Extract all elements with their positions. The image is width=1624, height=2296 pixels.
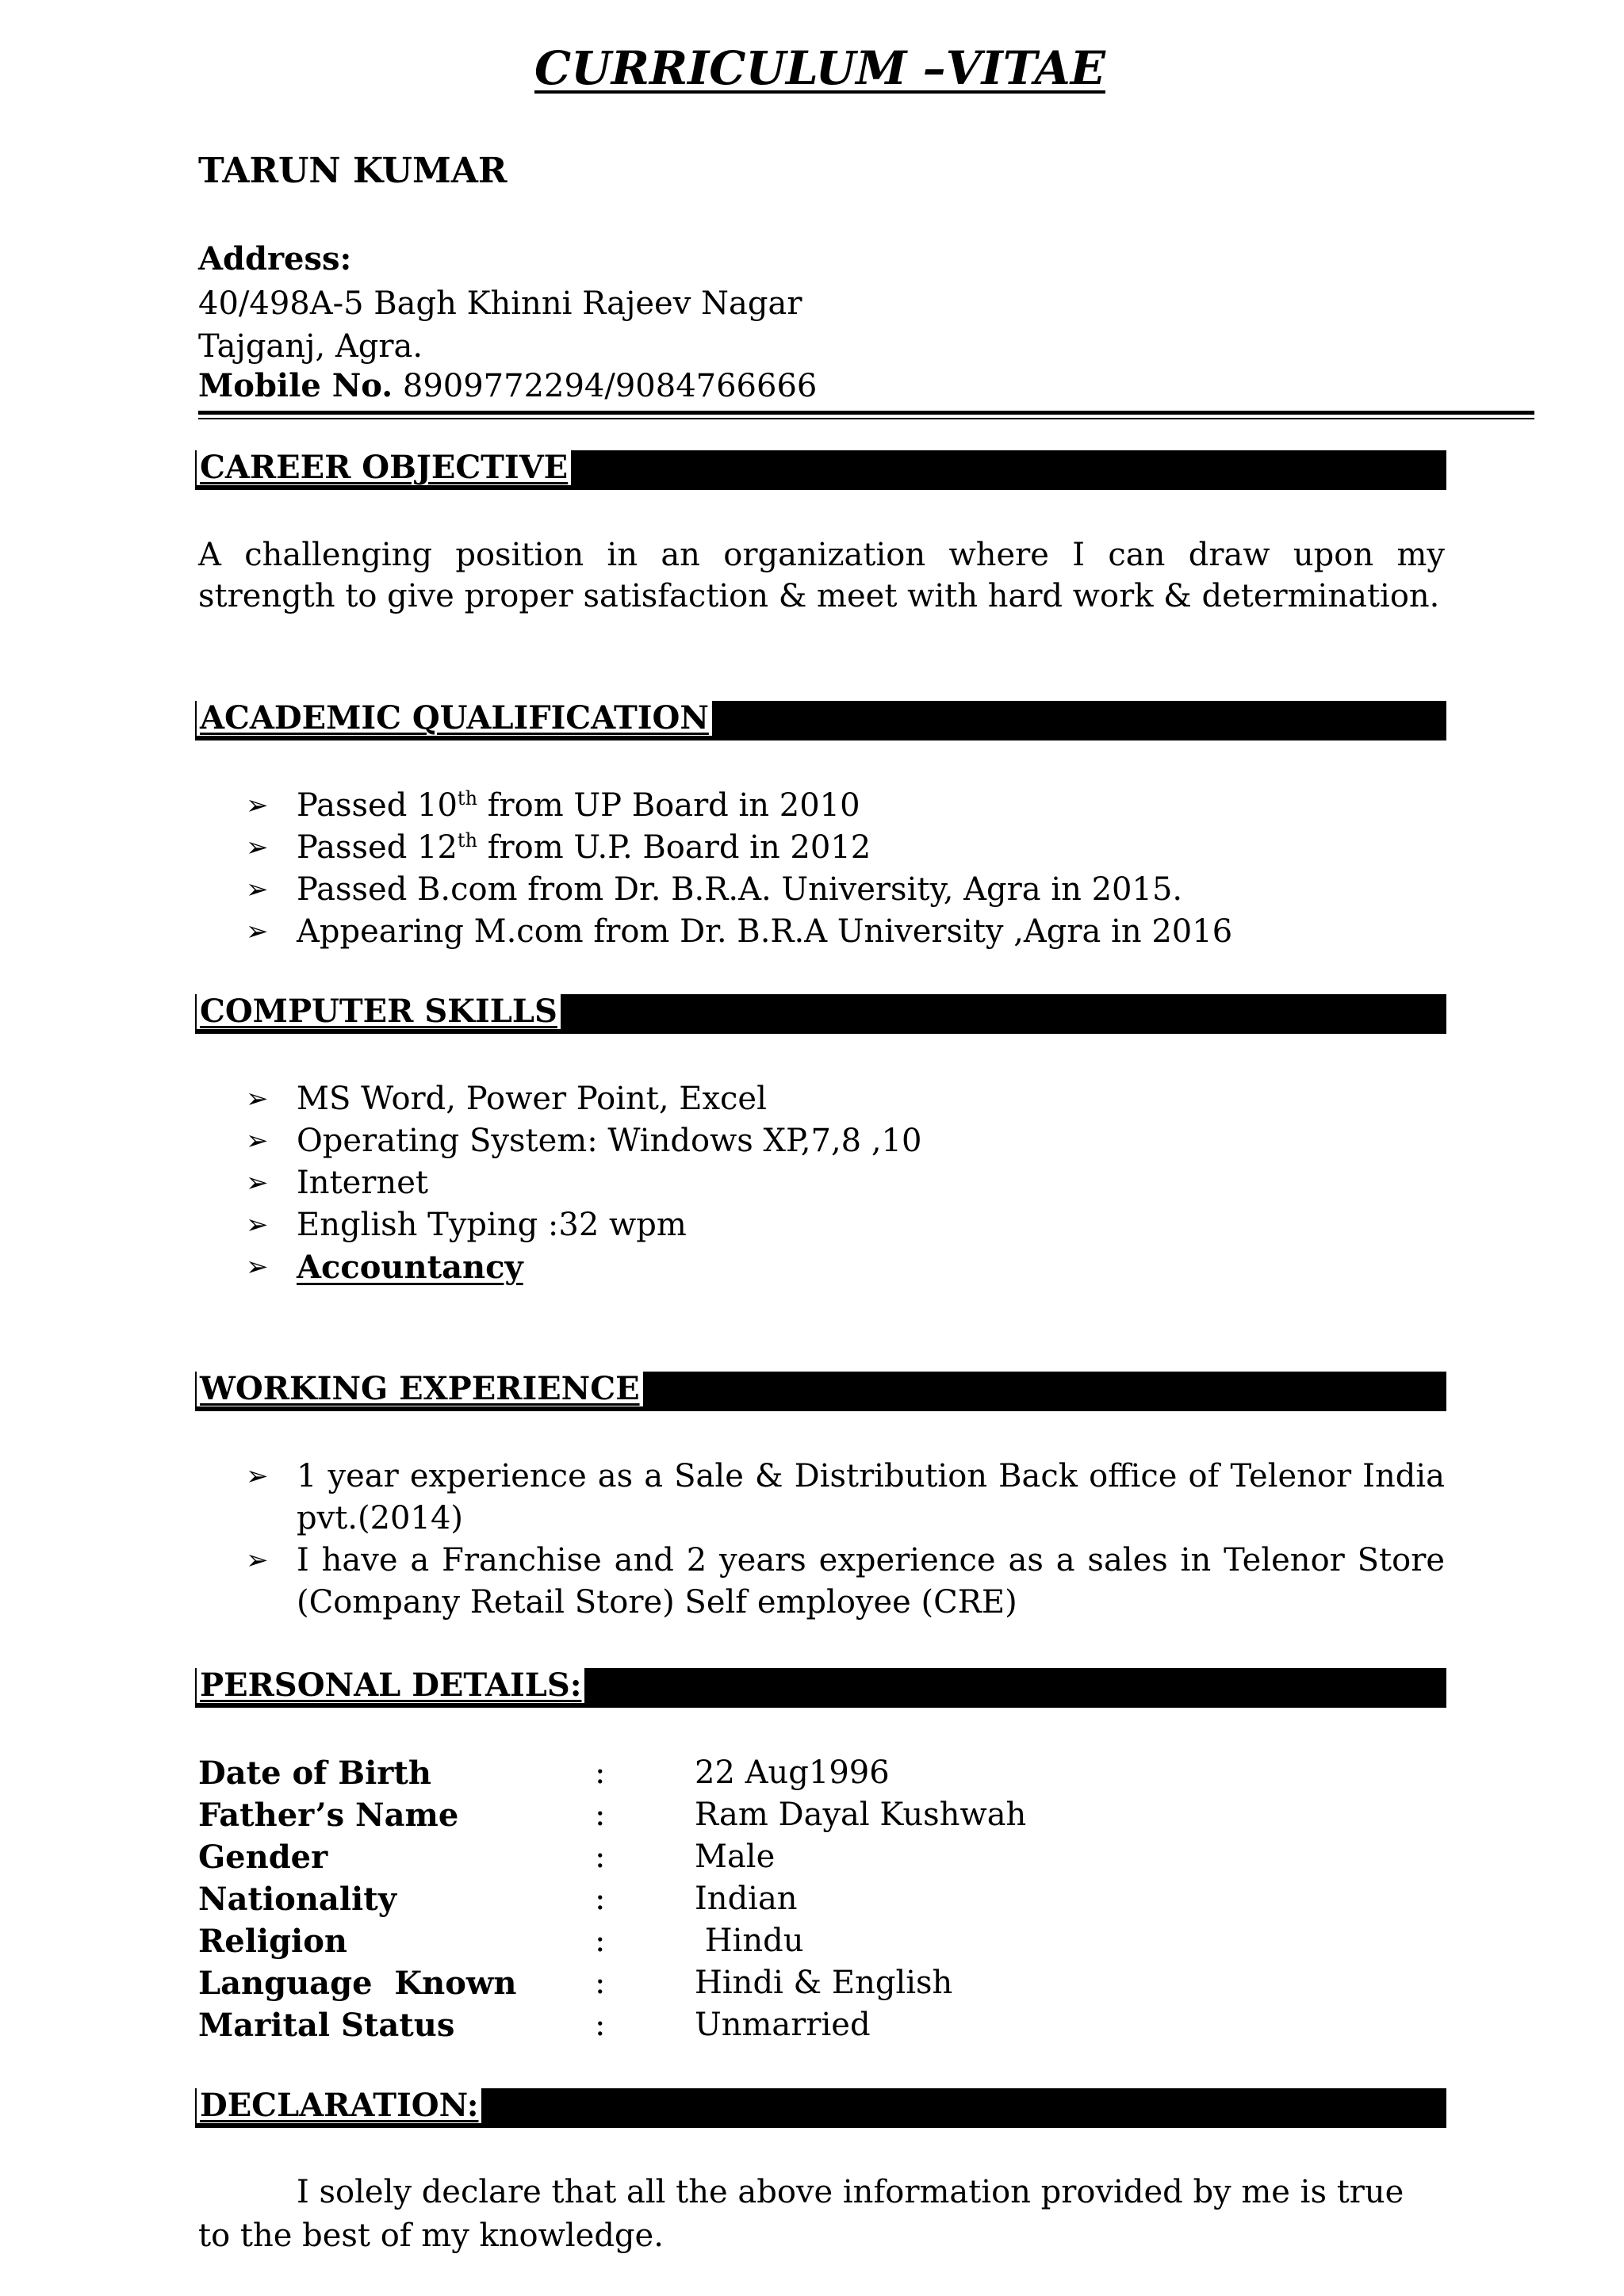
section-heading-computer-skills: COMPUTER SKILLS bbox=[197, 994, 561, 1029]
arrowhead-bullet-icon: ➢ bbox=[246, 1167, 269, 1199]
section-heading-academic: ACADEMIC QUALIFICATION bbox=[197, 701, 712, 736]
header-divider-thick bbox=[198, 411, 1534, 415]
section-bar-declaration bbox=[195, 2088, 1446, 2128]
list-item: ➢ Passed 10th from UP Board in 2010 bbox=[246, 785, 1445, 827]
header-divider-thin bbox=[198, 418, 1534, 419]
list-item: ➢ I have a Franchise and 2 years experience as a sales in Telenor Store (Company Retail Store) Self employee (CRE) bbox=[246, 1540, 1445, 1624]
arrowhead-bullet-icon: ➢ bbox=[246, 1125, 269, 1157]
computer-skills-list bbox=[246, 1078, 1445, 1289]
list-item: ➢ English Typing :32 wpm bbox=[246, 1204, 1445, 1246]
candidate-name: TARUN KUMAR bbox=[198, 151, 508, 191]
experience-list bbox=[246, 1456, 1445, 1624]
address-line-1: 40/498A-5 Bagh Khinni Rajeev Nagar bbox=[198, 285, 802, 322]
section-bar-personal-details bbox=[195, 1668, 1446, 1708]
section-bar-computer-skills bbox=[195, 994, 1446, 1034]
arrowhead-bullet-icon: ➢ bbox=[246, 916, 269, 947]
arrowhead-bullet-icon: ➢ bbox=[246, 790, 269, 821]
address-label: Address: bbox=[198, 240, 352, 277]
mobile-value: 8909772294/9084766666 bbox=[402, 368, 818, 404]
list-item: ➢ MS Word, Power Point, Excel bbox=[246, 1078, 1445, 1120]
arrowhead-bullet-icon: ➢ bbox=[246, 1083, 269, 1115]
arrowhead-bullet-icon: ➢ bbox=[246, 1251, 269, 1283]
arrowhead-bullet-icon: ➢ bbox=[246, 1209, 269, 1241]
section-heading-experience: WORKING EXPERIENCE bbox=[197, 1372, 643, 1406]
arrowhead-bullet-icon: ➢ bbox=[246, 832, 269, 863]
arrowhead-bullet-icon: ➢ bbox=[246, 1544, 269, 1576]
list-item: ➢ Passed B.com from Dr. B.R.A. University, Agra in 2015. bbox=[246, 869, 1445, 911]
list-item: ➢ Appearing M.com from Dr. B.R.A University ,Agra in 2016 bbox=[246, 911, 1445, 953]
address-line-2: Tajganj, Agra. bbox=[198, 328, 423, 365]
section-bar-career-objective bbox=[195, 450, 1446, 490]
academic-list bbox=[246, 785, 1445, 953]
mobile-row bbox=[198, 365, 817, 408]
page-title: CURRICULUM –VITAE bbox=[534, 41, 1105, 95]
mobile-label: Mobile No. bbox=[198, 367, 393, 404]
list-item: ➢ Accountancy bbox=[246, 1246, 1445, 1289]
list-item: ➢ Internet bbox=[246, 1162, 1445, 1204]
list-item: ➢ Operating System: Windows XP,7,8 ,10 bbox=[246, 1120, 1445, 1162]
section-heading-career-objective: CAREER OBJECTIVE bbox=[197, 450, 571, 485]
resume-page: CURRICULUM –VITAE TARUN KUMAR Address: 40/498A-5 Bagh Khinni Rajeev Nagar Tajganj, Agra. Mobile No. 8909772294/9084766666 CAREER OBJECTIVE A challenging position in an organization where I can draw upon my strength to give proper satisfaction & meet with hard work & determination. ACADEMIC QUALIFICATION ➢ Passed 10th from UP Board in 2010 ➢ Passed 12th from U.P. Board in 2012 ➢ Passed B.com from Dr. B.R.A. University, Agra in 2015. ➢ Appearing M.com from Dr. B.R.A University ,Agra in 2016 COMPUTER SKILLS ➢ MS Word, Power Point, Excel ➢ Operating System: Windows XP,7,8 ,10 ➢ Internet ➢ English Typing :32 wpm ➢ Accountancy WORKING EXPERIENCE ➢ 1 year experience as a Sale & Distribution Back office of Telenor India pvt.(2014) ➢ I have a Franchise and 2 years experience as a sales in Telenor Store (Company Retail Store) Self employee (CRE) PERSONAL DETAILS: Date of Birth : 22 Aug1996 Father’s Name : Ram Dayal Kushwah Gender : Male Nationality : Indian Religion : Hindu Language Known : Hindi & English Marital Status : Unmarried DECLARATION: I solely declare that all the above information provided by me is true to the best of my knowledge. bbox=[0, 0, 1624, 2296]
section-heading-personal-details: PERSONAL DETAILS: bbox=[197, 1668, 584, 1703]
section-bar-academic bbox=[195, 701, 1446, 740]
list-item: ➢ Passed 12th from U.P. Board in 2012 bbox=[246, 827, 1445, 869]
arrowhead-bullet-icon: ➢ bbox=[246, 874, 269, 905]
career-objective-text: A challenging position in an organization where I can draw upon my strength to give proper satisfaction & meet with hard work & determination. bbox=[198, 537, 1445, 614]
list-item: ➢ 1 year experience as a Sale & Distribution Back office of Telenor India pvt.(2014) bbox=[246, 1456, 1445, 1540]
section-bar-experience bbox=[195, 1372, 1446, 1411]
arrowhead-bullet-icon: ➢ bbox=[246, 1460, 269, 1492]
declaration-text: I solely declare that all the above information provided by me is true to the best of my knowledge. bbox=[198, 2174, 1404, 2254]
section-heading-declaration: DECLARATION: bbox=[197, 2088, 481, 2123]
